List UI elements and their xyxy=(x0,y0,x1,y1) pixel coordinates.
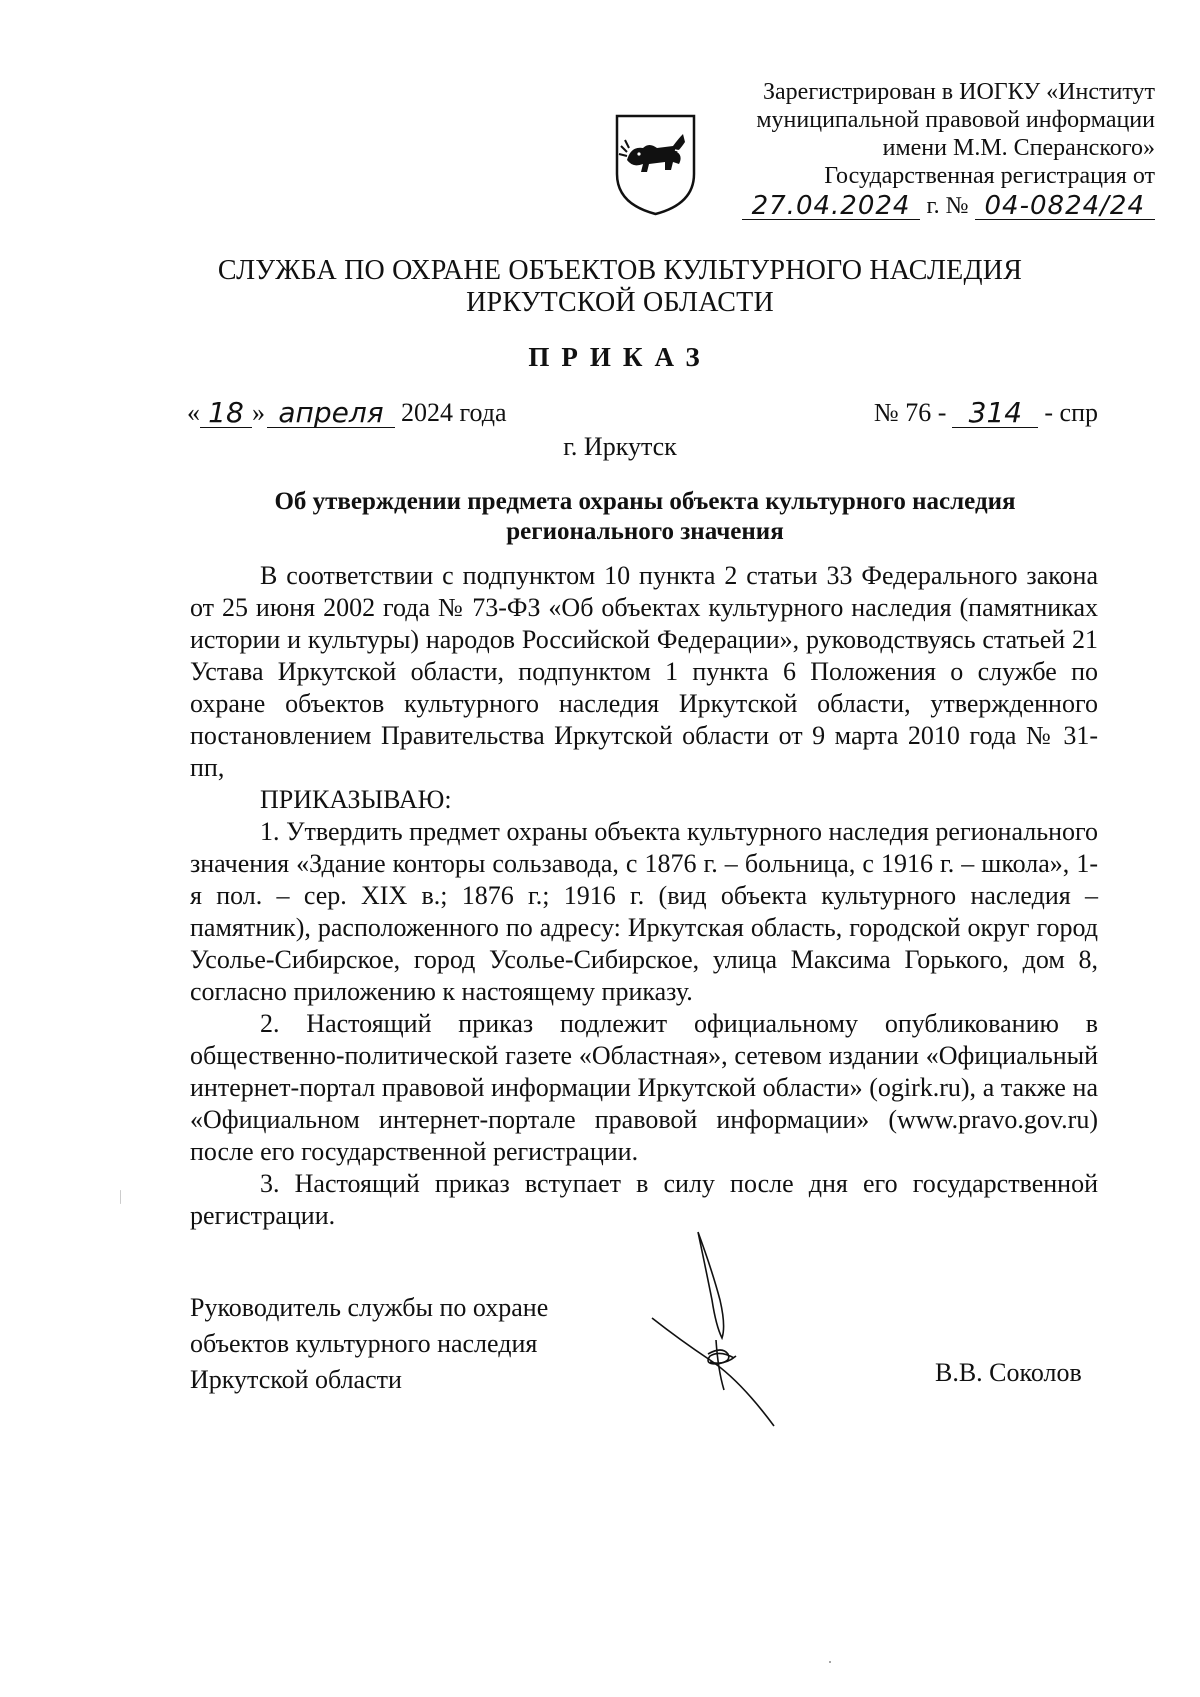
order-number-value: 314 xyxy=(952,399,1038,428)
date-quote-close: » xyxy=(252,398,265,427)
registration-line-4: Государственная регистрация от xyxy=(824,163,1155,189)
order-item-2: 2. Настоящий приказ подлежит официальному опубликованию в общественно-политической газете «Областная», сетевом издании «Официальный интернет-портал правовой информации Иркутской области» (ogirk.ru), а также на «Официальном интернет-портале правовой информации» (www.pravo.gov.ru) после его государственной регистрации. xyxy=(190,1009,1098,1166)
order-number-suffix: - спр xyxy=(1044,398,1098,427)
registration-block xyxy=(700,78,1155,220)
organization-header xyxy=(120,255,1120,319)
position-line-3: Иркутской области xyxy=(190,1365,402,1394)
date-quote-open: « xyxy=(187,398,200,427)
registration-date: 27.04.2024 xyxy=(742,193,921,220)
order-city: г. Иркутск xyxy=(563,432,677,461)
order-item-3: 3. Настоящий приказ вступает в силу после дня его государственной регистрации. xyxy=(190,1169,1098,1230)
subject-line-2: регионального значения xyxy=(506,518,784,545)
position-line-1: Руководитель службы по охране xyxy=(190,1293,549,1322)
registration-line-1: Зарегистрирован в ИОГКУ «Институт xyxy=(762,79,1155,105)
registration-date-row xyxy=(700,190,1155,220)
order-word: ПРИКАЗЫВАЮ: xyxy=(260,785,452,814)
document-type-title: ПРИКАЗ xyxy=(528,342,712,372)
signatory-name: В.В. Соколов xyxy=(935,1358,1082,1387)
organization-name-line-1: СЛУЖБА ПО ОХРАНЕ ОБЪЕКТОВ КУЛЬТУРНОГО НАСЛЕДИЯ xyxy=(217,255,1023,286)
subject-line-1: Об утверждении предмета охраны объекта культурного наследия xyxy=(274,488,1016,515)
registration-number-prefix: г. № xyxy=(926,193,969,219)
scan-mark xyxy=(120,1190,121,1204)
order-number xyxy=(874,398,1098,428)
order-number-prefix: № 76 - xyxy=(873,398,947,427)
registration-number: 04-0824/24 xyxy=(975,193,1155,220)
handwritten-signature-icon xyxy=(650,1230,800,1430)
signatory-position xyxy=(190,1290,548,1398)
position-line-2: объектов культурного наследия xyxy=(190,1329,538,1358)
scan-speck xyxy=(829,1661,831,1663)
order-year: 2024 года xyxy=(401,398,507,427)
registration-line-2: муниципальной правовой информации xyxy=(756,107,1155,133)
order-day: 18 xyxy=(200,399,252,428)
order-body xyxy=(190,560,1098,1232)
preamble-paragraph: В соответствии с подпунктом 10 пункта 2 статьи 33 Федерального закона от 25 июня 2002 года № 73-ФЗ «Об объектах культурного наследия (памятниках истории и культуры) народов Российской Федерации», руководствуясь статьей 21 Устава Иркутской области, подпунктом 1 пункта 6 Положения о службе по охране объектов культурного наследия Иркутской области, утвержденного постановлением Правительства Иркутской области от 9 марта 2010 года № 31-пп, xyxy=(190,561,1098,782)
order-subject xyxy=(200,487,1090,547)
order-month: апреля xyxy=(267,399,395,428)
irkutsk-coat-of-arms-icon xyxy=(613,112,698,217)
registration-line-3: имени М.М. Сперанского» xyxy=(882,135,1155,161)
organization-name-line-2: ИРКУТСКОЙ ОБЛАСТИ xyxy=(466,287,774,318)
order-date xyxy=(187,398,507,428)
order-item-1: 1. Утвердить предмет охраны объекта культурного наследия регионального значения «Здание конторы сользавода, с 1876 г. – больница, с 1916 г. – школа», 1-я пол. – сер. XIX в.; 1876 г.; 1916 г. (вид объекта культурного наследия – памятник), расположенного по адресу: Иркутская область, городской округ город Усолье-Сибирское, город Усолье-Сибирское, улица Максима Горького, дом 8, согласно приложению к настоящему приказу. xyxy=(190,817,1098,1006)
